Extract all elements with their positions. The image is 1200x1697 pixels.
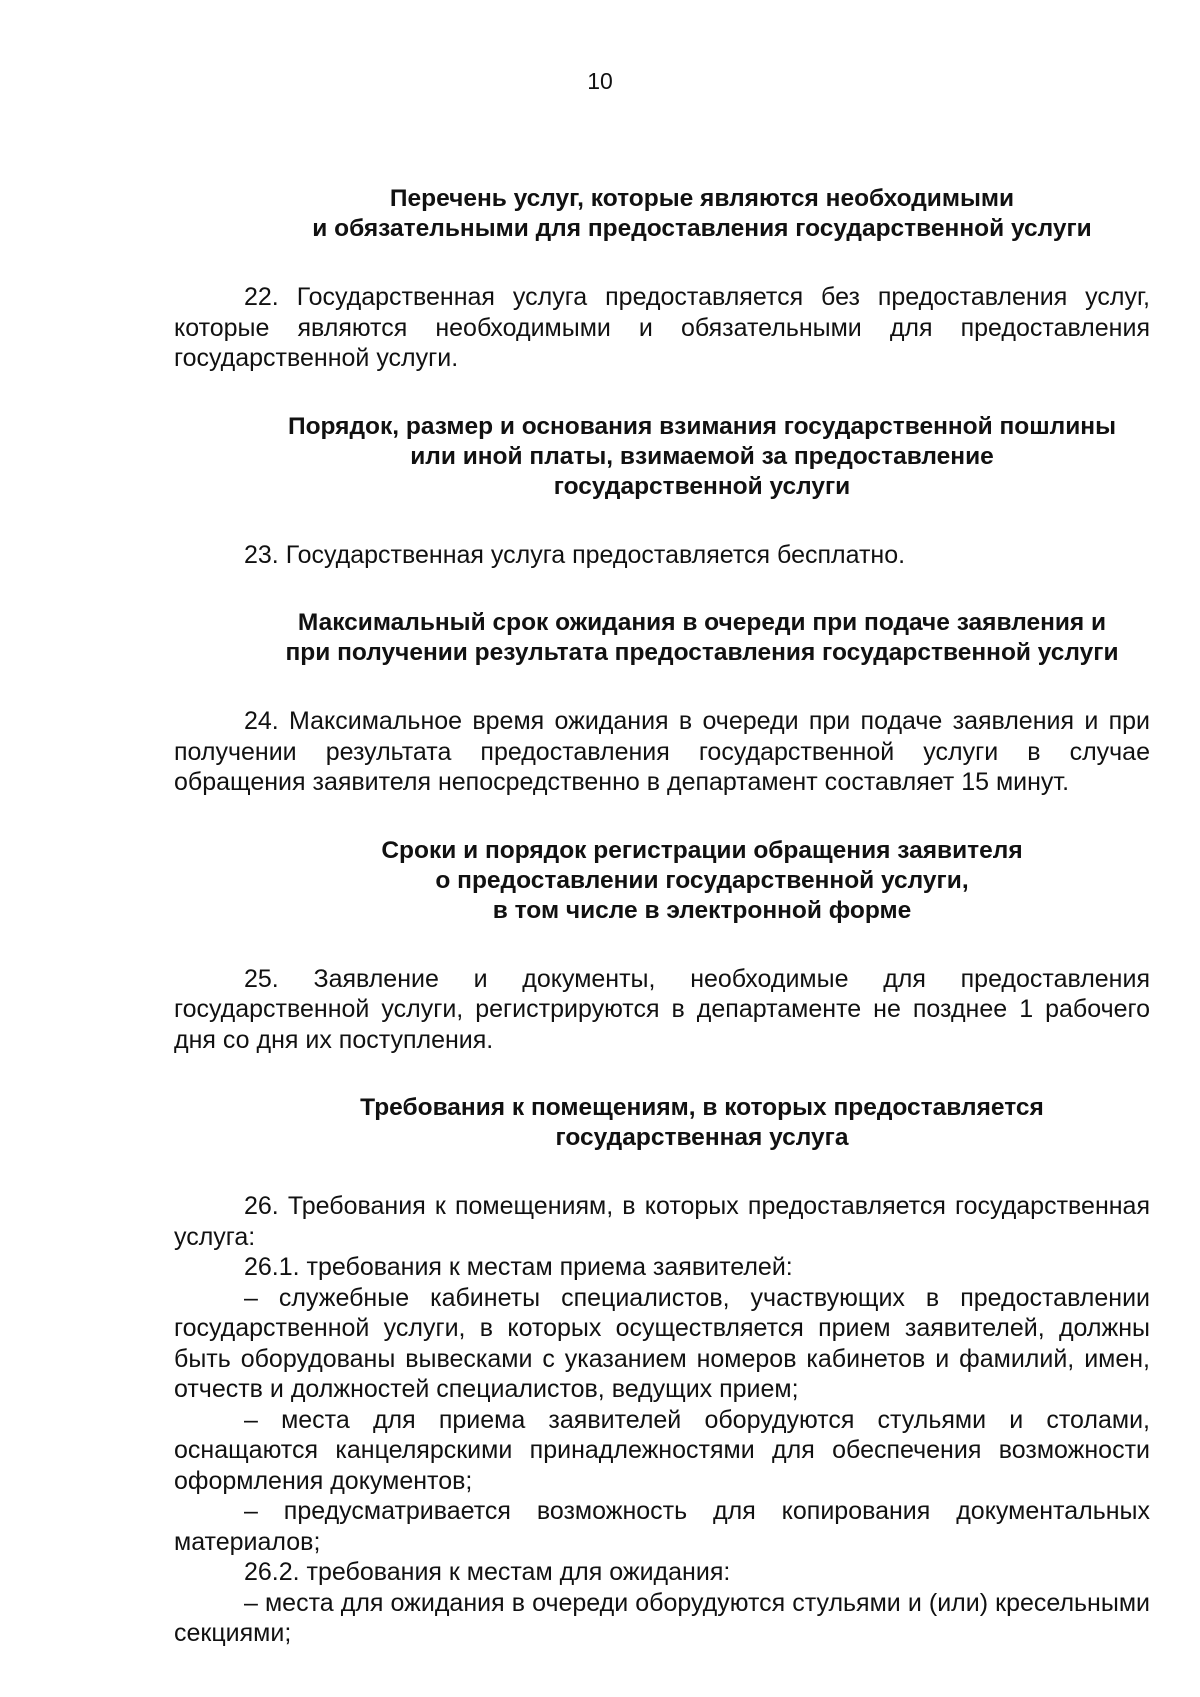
paragraph-26-1: 26.1. требования к местам приема заявителей:: [244, 1253, 793, 1281]
paragraph-25: 25. Заявление и документы, необходимые для предоставления государственной услуги, регистрируются в департаменте не позднее 1 рабочего дня со дня их поступления.: [174, 964, 1150, 1054]
heading-line: Требования к помещениям, в которых предоставляется: [360, 1094, 1044, 1121]
list-item: – служебные кабинеты специалистов, участвующих в предоставлении государственной услуги, в которых осуществляется прием заявителей, должны быть оборудованы вывесками с указанием номеров кабинетов и фамилий, имен, отчеств и должностей специалистов, ведущих прием;: [174, 1283, 1150, 1403]
paragraph-23: 23. Государственная услуга предоставляется бесплатно.: [244, 540, 906, 569]
heading-line: Максимальный срок ожидания в очереди при подаче заявления и: [297, 609, 1107, 636]
heading-line: в том числе в электронной форме: [492, 896, 912, 924]
heading-line: государственной услуги: [553, 472, 851, 500]
heading-line: Сроки и порядок регистрации обращения заявителя: [381, 836, 1023, 864]
document-body: [174, 184, 1150, 1649]
page-number: 10: [587, 68, 613, 94]
heading-line: государственная услуга: [555, 1124, 849, 1151]
heading-line: и обязательными для предоставления государственной услуги: [312, 215, 1092, 242]
paragraph-24: 24. Максимальное время ожидания в очереди при подаче заявления и при получении результата предоставления государственной услуги в случае обращения заявителя непосредственно в департамент составляет 15 минут.: [174, 707, 1150, 796]
section-heading: [174, 608, 1150, 668]
list-item: – места для ожидания в очереди оборудуются стульями и (или) кресельными секциями;: [174, 1588, 1150, 1647]
heading-line: или иной платы, взимаемой за предоставление: [410, 442, 994, 470]
list-item: – места для приема заявителей оборудуются стульями и столами, оснащаются канцелярскими принадлежностями для обеспечения возможности оформления документов;: [174, 1405, 1150, 1495]
heading-line: о предоставлении государственной услуги,: [435, 866, 969, 894]
paragraph-26-2: 26.2. требования к местам для ожидания:: [244, 1558, 731, 1586]
heading-line: Порядок, размер и основания взимания государственной пошлины: [287, 412, 1117, 440]
paragraph-22: 22. Государственная услуга предоставляется без предоставления услуг, которые являются необходимыми и обязательными для предоставления государственной услуги.: [174, 283, 1150, 372]
heading-line: при получении результата предоставления государственной услуги: [285, 639, 1119, 666]
section-heading: [174, 412, 1150, 502]
section-heading: [174, 836, 1150, 926]
section-heading: [174, 1093, 1150, 1153]
section-heading: [174, 184, 1150, 244]
list-item: – предусматривается возможность для копирования документальных материалов;: [174, 1497, 1150, 1556]
heading-line: Перечень услуг, которые являются необходимыми: [389, 185, 1015, 212]
paragraph-26: 26. Требования к помещениям, в которых предоставляется государственная услуга:: [174, 1192, 1150, 1251]
